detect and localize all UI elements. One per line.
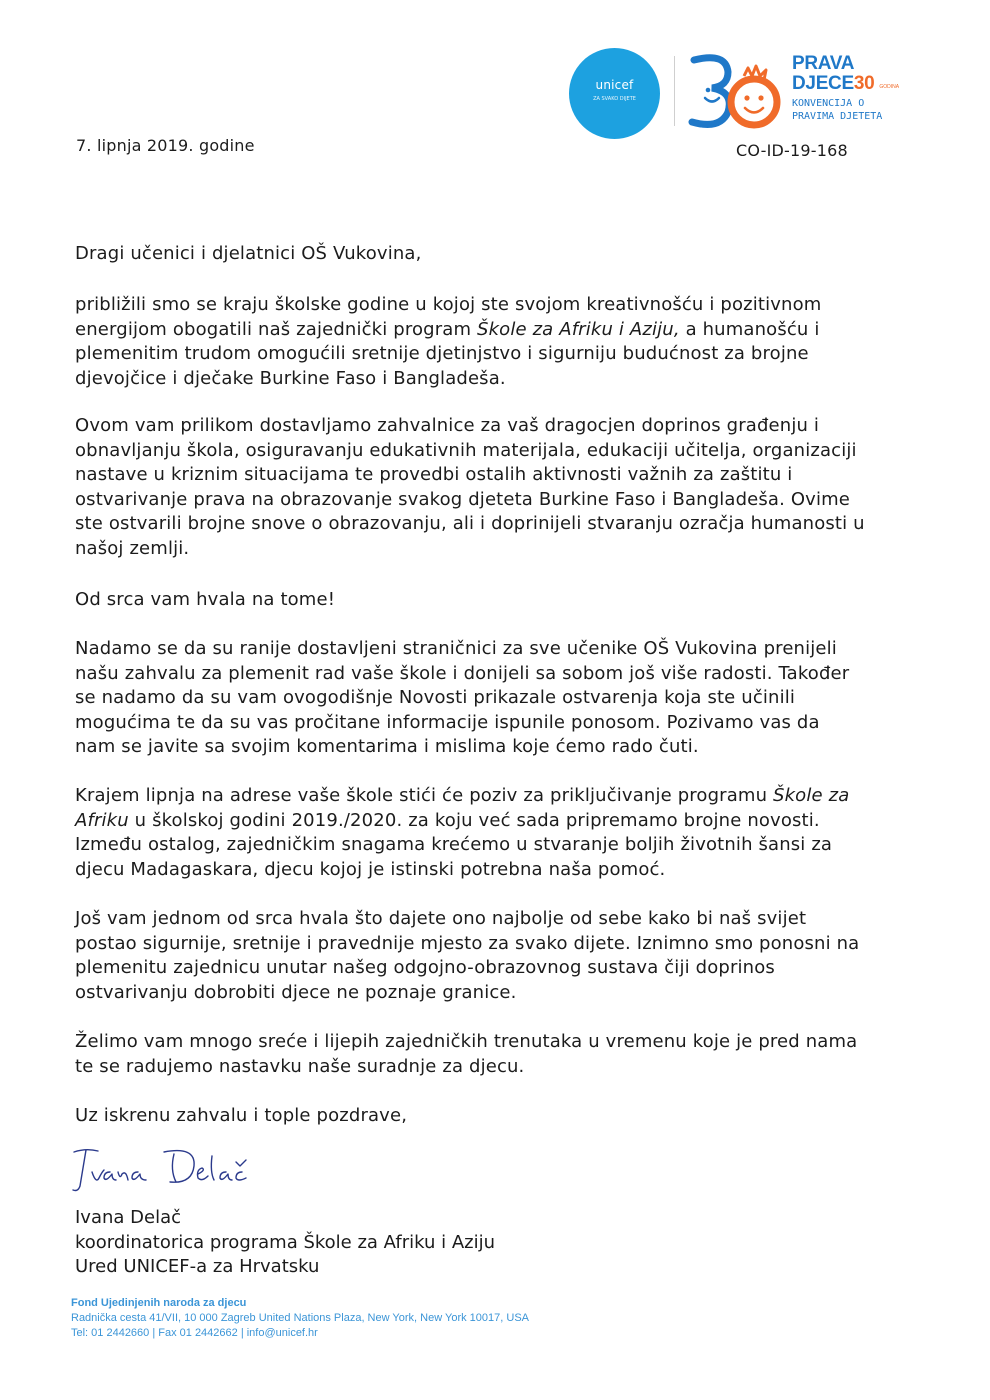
paragraph-line: nastave u kriznim situacijama te provedbi ostalih aktivnosti važnih za zaštitu i <box>75 464 793 485</box>
text-segment: energijom obogatili naš zajednički program <box>75 318 478 340</box>
paragraph-4 <box>75 637 849 760</box>
text-segment: Krajem lipnja na adrese vaše škole stići će poziv za priključivanje programu <box>75 785 774 806</box>
paragraph-6 <box>75 907 859 1005</box>
paragraph-line: te se radujemo nastavku naše suradnje za djecu. <box>75 1055 525 1077</box>
paragraph-line <box>75 784 849 809</box>
footer-org: Fond Ujedinjenih naroda za djecu <box>71 1297 247 1309</box>
closing-line: Uz iskrenu zahvalu i tople pozdrave, <box>75 1105 408 1126</box>
footer-address: Radnička cesta 41/VII, 10 000 Zagreb United Nations Plaza, New York, New York 10017, USA <box>71 1312 529 1324</box>
paragraph-line: približili smo se kraju školske godine u kojoj ste svojom kreativnošću i pozitivnom <box>75 294 822 315</box>
logo-divider <box>674 56 675 126</box>
text-segment: u školskoj godini 2019./2020. za koju već sada pripremamo brojne novosti. <box>128 809 820 831</box>
program-name-italic: Škole za Afriku i Aziju, <box>477 318 680 340</box>
text-segment: a humanošću i <box>679 318 820 340</box>
footer <box>71 1296 529 1341</box>
unicef-logo-text: unicef <box>595 78 634 92</box>
paragraph-line: ste ostvarili brojne snove o obrazovanju, ali i doprinijeli stvaranju ozračja humanosti u <box>75 513 865 534</box>
handwritten-signature <box>66 1142 256 1198</box>
signature-block <box>75 1206 495 1280</box>
signatory-title: koordinatorica programa Škole za Afriku i Aziju <box>75 1231 495 1253</box>
paragraph-line: postao sigurnije, sretnije i pravednije mjesto za svako dijete. Iznimno smo ponosni na <box>75 932 860 954</box>
program-name-italic: Škole za <box>773 785 850 806</box>
paragraph-line: djevojčice i dječake Burkine Faso i Bangladeša. <box>75 367 506 389</box>
paragraph-line: ostvarivanje prava na obrazovanje svakog djeteta Burkine Faso i Bangladeša. Ovime <box>75 488 851 510</box>
paragraph-line: Između ostalog, zajedničkim snagama krećemo u stvaranje boljih životnih šansi za <box>75 834 833 855</box>
signatory-office: Ured UNICEF-a za Hrvatsku <box>75 1256 320 1277</box>
anniversary-30-logo <box>682 50 786 130</box>
paragraph-line: našoj zemlji. <box>75 537 190 559</box>
paragraph-line: našu zahvalu za plemenit rad vaše škole i donijeli sa sobom još više radosti. Također <box>75 662 850 684</box>
paragraph-line: djecu Madagaskara, djecu kojoj je istinski potrebna naša pomoć. <box>75 858 666 880</box>
greeting: Dragi učenici i djelatnici OŠ Vukovina, <box>75 243 422 264</box>
paragraph-line: nam se javite sa svojim komentarima i mislima koje ćemo rado čuti. <box>75 736 699 757</box>
footer-contact: Tel: 01 2442660 | Fax 01 2442662 | info@unicef.hr <box>71 1327 318 1339</box>
paragraph-3: Od srca vam hvala na tome! <box>75 589 336 610</box>
paragraph-2 <box>75 414 865 561</box>
prava-line-4: PRAVIMA DJETETA <box>792 111 883 122</box>
paragraph-line: Ovom vam prilikom dostavljamo zahvalnice za vaš dragocjen doprinos građenju i <box>75 415 820 436</box>
paragraph-5 <box>75 784 849 882</box>
program-name-italic: Afriku <box>75 809 129 831</box>
paragraph-7 <box>75 1030 857 1079</box>
unicef-logo-tagline: ZA SVAKO DIJETE <box>593 96 636 102</box>
unicef-logo <box>569 48 660 139</box>
paragraph-line: se nadamo da su vam ovogodišnje Novosti prikazale ostvarenja koja ste učinili <box>75 687 796 708</box>
paragraph-line: ostvarivanju dobrobiti djece ne poznaje granice. <box>75 981 517 1003</box>
paragraph-1 <box>75 293 821 391</box>
paragraph-line: Još vam jednom od srca hvala što dajete ono najbolje od sebe kako bi naš svijet <box>75 908 807 929</box>
prava-line-3: KONVENCIJA O <box>792 98 865 109</box>
paragraph-line: plemenitim trudom omogućili sretnije djetinjstvo i sigurniju budućnost za brojne <box>75 343 809 364</box>
paragraph-line: mogućima te da su vas pročitane informacije ispunile ponosom. Pozivamo vas da <box>75 711 820 733</box>
reference-number: CO-ID-19-168 <box>736 141 848 160</box>
prava-line-2-number: 30 <box>853 73 875 94</box>
paragraph-line: Nadamo se da su ranije dostavljeni straničnici za sve učenike OŠ Vukovina prenijeli <box>75 638 837 659</box>
paragraph-line <box>75 318 821 343</box>
prava-line-2-word: DJECE <box>792 73 854 94</box>
signatory-name: Ivana Delač <box>75 1207 182 1228</box>
paragraph-line: obnavljanju škola, osiguravanju edukativnih materijala, edukaciji učitelja, organizaciji <box>75 439 857 461</box>
paragraph-line: plemenitu zajednicu unutar našeg odgojno-obrazovnog sustava čiji doprinos <box>75 957 775 978</box>
letter-date: 7. lipnja 2019. godine <box>76 136 255 155</box>
prava-line-1: PRAVA <box>792 53 855 74</box>
prava-djece-logo <box>792 54 899 123</box>
paragraph-line: Želimo vam mnogo sreće i lijepih zajedničkih trenutaka u vremenu koje je pred nama <box>75 1031 858 1052</box>
paragraph-line <box>75 809 849 834</box>
prava-line-2-tiny: GODINA <box>879 84 900 90</box>
prava-line-2 <box>792 74 899 97</box>
